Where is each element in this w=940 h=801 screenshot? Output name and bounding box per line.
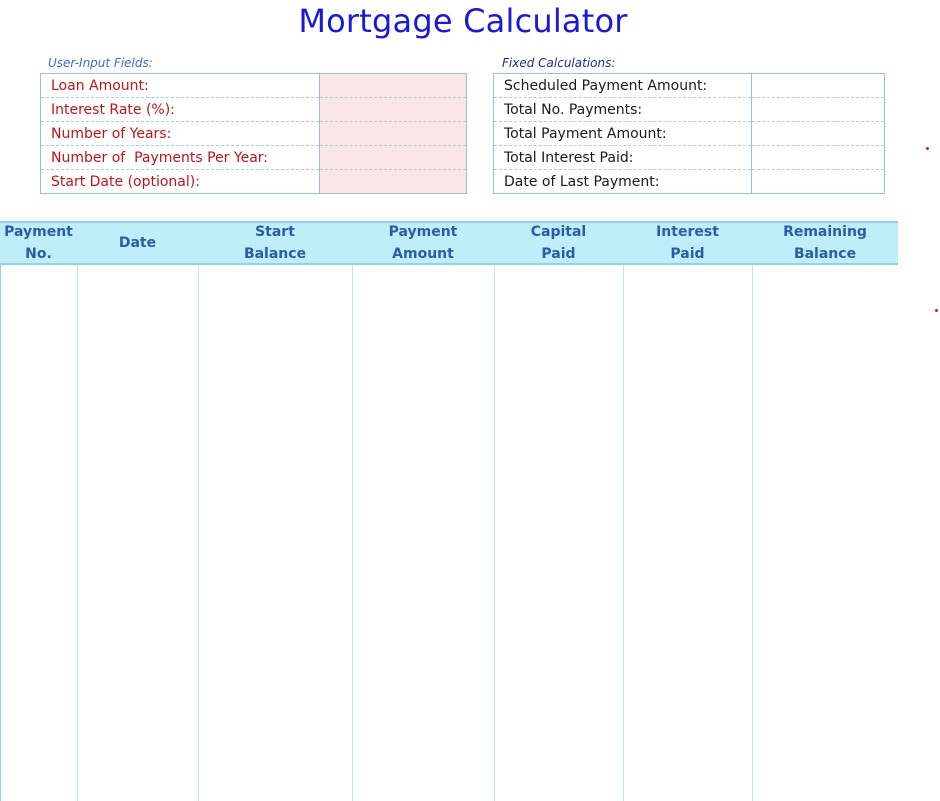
header-payment-amount-line1: Payment <box>388 224 458 240</box>
loan-amount-input[interactable] <box>320 74 467 98</box>
start-date-input[interactable] <box>320 170 467 194</box>
header-interest-paid-line1: Interest <box>656 224 719 240</box>
header-start-balance-line1: Start <box>255 224 295 240</box>
last-payment-date-label: Date of Last Payment: <box>494 170 752 194</box>
total-payments-row <box>494 98 885 122</box>
total-payments-value <box>752 98 885 122</box>
column-divider <box>0 265 1 801</box>
header-start-balance-line2: Balance <box>243 246 307 262</box>
interest-rate-label: Interest Rate (%): <box>41 98 320 122</box>
scheduled-payment-value <box>752 74 885 98</box>
header-interest-paid <box>623 223 752 263</box>
amortization-schedule <box>0 221 898 801</box>
scheduled-payment-row <box>494 74 885 98</box>
number-of-years-input[interactable] <box>320 122 467 146</box>
loan-amount-row <box>41 74 467 98</box>
start-date-label: Start Date (optional): <box>41 170 320 194</box>
total-interest-value <box>752 146 885 170</box>
column-divider <box>623 265 624 801</box>
header-remaining-balance <box>752 223 898 263</box>
total-interest-label: Total Interest Paid: <box>494 146 752 170</box>
header-remaining-balance-line1: Remaining <box>783 224 867 240</box>
header-interest-paid-line2: Paid <box>670 246 705 262</box>
header-payment-amount <box>352 223 494 263</box>
interest-rate-input[interactable] <box>320 98 467 122</box>
red-marker-dot <box>926 147 929 150</box>
loan-amount-label: Loan Amount: <box>41 74 320 98</box>
column-divider <box>77 265 78 801</box>
column-divider <box>198 265 199 801</box>
column-divider <box>752 265 753 801</box>
header-payment-no-line2: No. <box>25 246 52 262</box>
header-capital-paid <box>494 223 623 263</box>
fixed-calculations-table <box>493 73 885 194</box>
header-date <box>77 223 198 263</box>
schedule-header-row <box>0 221 898 265</box>
number-of-years-label: Number of Years: <box>41 122 320 146</box>
total-interest-row <box>494 146 885 170</box>
column-divider <box>494 265 495 801</box>
red-marker-dot <box>935 309 938 312</box>
interest-rate-row <box>41 98 467 122</box>
total-payment-amount-label: Total Payment Amount: <box>494 122 752 146</box>
payments-per-year-input[interactable] <box>320 146 467 170</box>
header-payment-no-line1: Payment <box>4 224 73 240</box>
user-input-section-label: User-Input Fields: <box>48 56 153 70</box>
last-payment-date-row <box>494 170 885 194</box>
total-payment-amount-row <box>494 122 885 146</box>
header-date-line1: Date <box>118 235 157 251</box>
header-remaining-balance-line2: Balance <box>793 246 857 262</box>
page-title: Mortgage Calculator <box>298 2 628 40</box>
number-of-years-row <box>41 122 467 146</box>
last-payment-date-value <box>752 170 885 194</box>
header-payment-no <box>0 223 77 263</box>
total-payments-label: Total No. Payments: <box>494 98 752 122</box>
payments-per-year-row <box>41 146 467 170</box>
total-payment-amount-value <box>752 122 885 146</box>
header-payment-amount-line2: Amount <box>392 246 454 262</box>
header-capital-paid-line1: Capital <box>530 224 587 240</box>
scheduled-payment-label: Scheduled Payment Amount: <box>494 74 752 98</box>
payments-per-year-label: Number of Payments Per Year: <box>41 146 320 170</box>
column-divider <box>352 265 353 801</box>
header-capital-paid-line2: Paid <box>541 246 576 262</box>
header-start-balance <box>198 223 352 263</box>
fixed-calculations-section-label: Fixed Calculations: <box>502 56 616 70</box>
user-input-table <box>40 73 467 194</box>
start-date-row <box>41 170 467 194</box>
